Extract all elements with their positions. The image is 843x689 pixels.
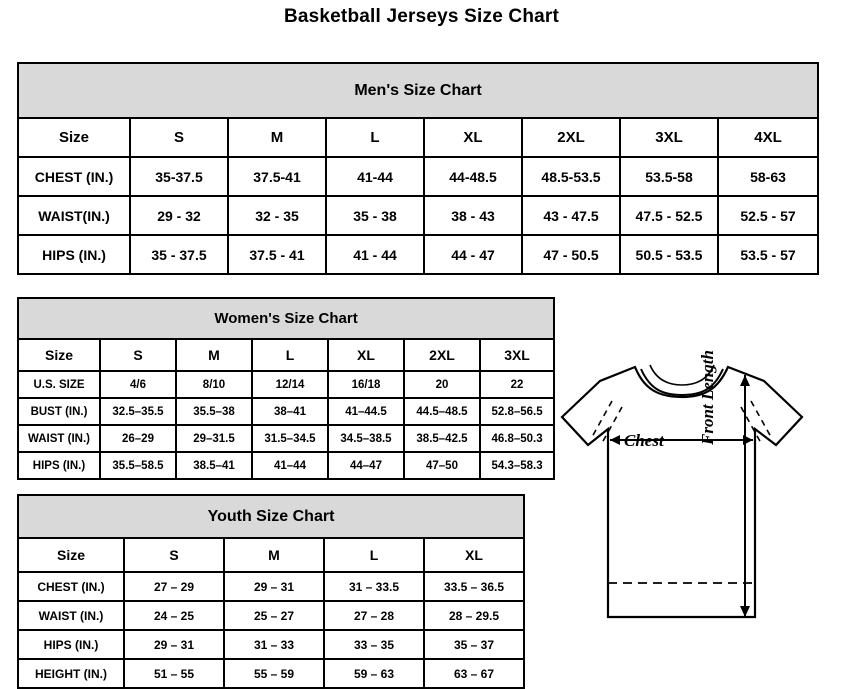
mens-row-label-waist: WAIST(IN.) [18, 196, 130, 235]
youth-chest-s: 27 – 29 [124, 572, 224, 601]
youth-hips-l: 33 – 35 [324, 630, 424, 659]
womens-hips-s: 35.5–58.5 [100, 452, 176, 479]
womens-ussize-3xl: 22 [480, 371, 554, 398]
table-row [18, 630, 524, 659]
mens-waist-xl: 38 - 43 [424, 196, 522, 235]
womens-chart-caption-row [18, 298, 554, 339]
table-row [18, 659, 524, 688]
womens-waist-l: 31.5–34.5 [252, 425, 328, 452]
mens-header-m: M [228, 118, 326, 157]
womens-header-2xl: 2XL [404, 339, 480, 371]
womens-ussize-xl: 16/18 [328, 371, 404, 398]
womens-bust-xl: 41–44.5 [328, 398, 404, 425]
womens-row-label-hips: HIPS (IN.) [18, 452, 100, 479]
youth-row-label-hips: HIPS (IN.) [18, 630, 124, 659]
mens-size-chart-table [17, 62, 819, 275]
womens-bust-2xl: 44.5–48.5 [404, 398, 480, 425]
table-row [18, 235, 818, 274]
womens-hips-xl: 44–47 [328, 452, 404, 479]
youth-header-size: Size [18, 538, 124, 572]
jersey-measurement-diagram [540, 345, 840, 675]
mens-header-2xl: 2XL [522, 118, 620, 157]
mens-hips-2xl: 47 - 50.5 [522, 235, 620, 274]
womens-waist-xl: 34.5–38.5 [328, 425, 404, 452]
womens-waist-2xl: 38.5–42.5 [404, 425, 480, 452]
youth-row-label-chest: CHEST (IN.) [18, 572, 124, 601]
mens-chart-header-row [18, 118, 818, 157]
womens-header-s: S [100, 339, 176, 371]
youth-hips-s: 29 – 31 [124, 630, 224, 659]
mens-chest-s: 35-37.5 [130, 157, 228, 196]
youth-chart-caption: Youth Size Chart [18, 495, 524, 538]
mens-chest-l: 41-44 [326, 157, 424, 196]
womens-header-3xl: 3XL [480, 339, 554, 371]
youth-chart-caption-row [18, 495, 524, 538]
mens-waist-4xl: 52.5 - 57 [718, 196, 818, 235]
mens-waist-3xl: 47.5 - 52.5 [620, 196, 718, 235]
mens-chart-caption-row [18, 63, 818, 118]
womens-ussize-m: 8/10 [176, 371, 252, 398]
table-row [18, 425, 554, 452]
mens-chest-xl: 44-48.5 [424, 157, 522, 196]
mens-waist-s: 29 - 32 [130, 196, 228, 235]
youth-chest-xl: 33.5 – 36.5 [424, 572, 524, 601]
youth-hips-m: 31 – 33 [224, 630, 324, 659]
jersey-svg [540, 345, 840, 675]
womens-row-label-us-size: U.S. SIZE [18, 371, 100, 398]
table-row [18, 196, 818, 235]
mens-hips-m: 37.5 - 41 [228, 235, 326, 274]
chest-label: Chest [624, 431, 664, 450]
mens-hips-xl: 44 - 47 [424, 235, 522, 274]
youth-height-l: 59 – 63 [324, 659, 424, 688]
youth-waist-l: 27 – 28 [324, 601, 424, 630]
mens-chest-4xl: 58-63 [718, 157, 818, 196]
womens-bust-s: 32.5–35.5 [100, 398, 176, 425]
womens-header-m: M [176, 339, 252, 371]
youth-header-s: S [124, 538, 224, 572]
table-row [18, 601, 524, 630]
mens-row-label-chest: CHEST (IN.) [18, 157, 130, 196]
youth-height-m: 55 – 59 [224, 659, 324, 688]
womens-hips-m: 38.5–41 [176, 452, 252, 479]
womens-size-chart-table [17, 297, 555, 480]
youth-chest-m: 29 – 31 [224, 572, 324, 601]
womens-ussize-s: 4/6 [100, 371, 176, 398]
womens-ussize-l: 12/14 [252, 371, 328, 398]
mens-row-label-hips: HIPS (IN.) [18, 235, 130, 274]
mens-waist-l: 35 - 38 [326, 196, 424, 235]
mens-chest-3xl: 53.5-58 [620, 157, 718, 196]
youth-chart-header-row [18, 538, 524, 572]
mens-header-s: S [130, 118, 228, 157]
mens-header-size: Size [18, 118, 130, 157]
youth-waist-m: 25 – 27 [224, 601, 324, 630]
mens-hips-l: 41 - 44 [326, 235, 424, 274]
womens-bust-l: 38–41 [252, 398, 328, 425]
front-length-label: Front Length [698, 350, 717, 445]
mens-header-xl: XL [424, 118, 522, 157]
mens-waist-m: 32 - 35 [228, 196, 326, 235]
womens-header-xl: XL [328, 339, 404, 371]
womens-ussize-2xl: 20 [404, 371, 480, 398]
table-row [18, 157, 818, 196]
womens-waist-3xl: 46.8–50.3 [480, 425, 554, 452]
womens-header-l: L [252, 339, 328, 371]
womens-waist-s: 26–29 [100, 425, 176, 452]
youth-header-xl: XL [424, 538, 524, 572]
mens-chart-caption: Men's Size Chart [18, 63, 818, 118]
womens-bust-m: 35.5–38 [176, 398, 252, 425]
womens-hips-l: 41–44 [252, 452, 328, 479]
table-row [18, 452, 554, 479]
mens-hips-s: 35 - 37.5 [130, 235, 228, 274]
youth-height-s: 51 – 55 [124, 659, 224, 688]
youth-waist-xl: 28 – 29.5 [424, 601, 524, 630]
youth-chest-l: 31 – 33.5 [324, 572, 424, 601]
mens-header-4xl: 4XL [718, 118, 818, 157]
table-row [18, 371, 554, 398]
womens-row-label-waist: WAIST (IN.) [18, 425, 100, 452]
youth-waist-s: 24 – 25 [124, 601, 224, 630]
youth-row-label-height: HEIGHT (IN.) [18, 659, 124, 688]
youth-height-xl: 63 – 67 [424, 659, 524, 688]
youth-row-label-waist: WAIST (IN.) [18, 601, 124, 630]
youth-hips-xl: 35 – 37 [424, 630, 524, 659]
mens-chest-2xl: 48.5-53.5 [522, 157, 620, 196]
mens-hips-4xl: 53.5 - 57 [718, 235, 818, 274]
mens-hips-3xl: 50.5 - 53.5 [620, 235, 718, 274]
table-row [18, 572, 524, 601]
womens-row-label-bust: BUST (IN.) [18, 398, 100, 425]
youth-header-m: M [224, 538, 324, 572]
table-row [18, 398, 554, 425]
womens-hips-2xl: 47–50 [404, 452, 480, 479]
mens-header-3xl: 3XL [620, 118, 718, 157]
mens-waist-2xl: 43 - 47.5 [522, 196, 620, 235]
jersey-outline [562, 367, 802, 617]
womens-waist-m: 29–31.5 [176, 425, 252, 452]
womens-chart-header-row [18, 339, 554, 371]
youth-header-l: L [324, 538, 424, 572]
youth-size-chart-table [17, 494, 525, 689]
womens-header-size: Size [18, 339, 100, 371]
womens-bust-3xl: 52.8–56.5 [480, 398, 554, 425]
womens-chart-caption: Women's Size Chart [18, 298, 554, 339]
womens-hips-3xl: 54.3–58.3 [480, 452, 554, 479]
mens-header-l: L [326, 118, 424, 157]
page-title: Basketball Jerseys Size Chart [283, 6, 560, 27]
mens-chest-m: 37.5-41 [228, 157, 326, 196]
